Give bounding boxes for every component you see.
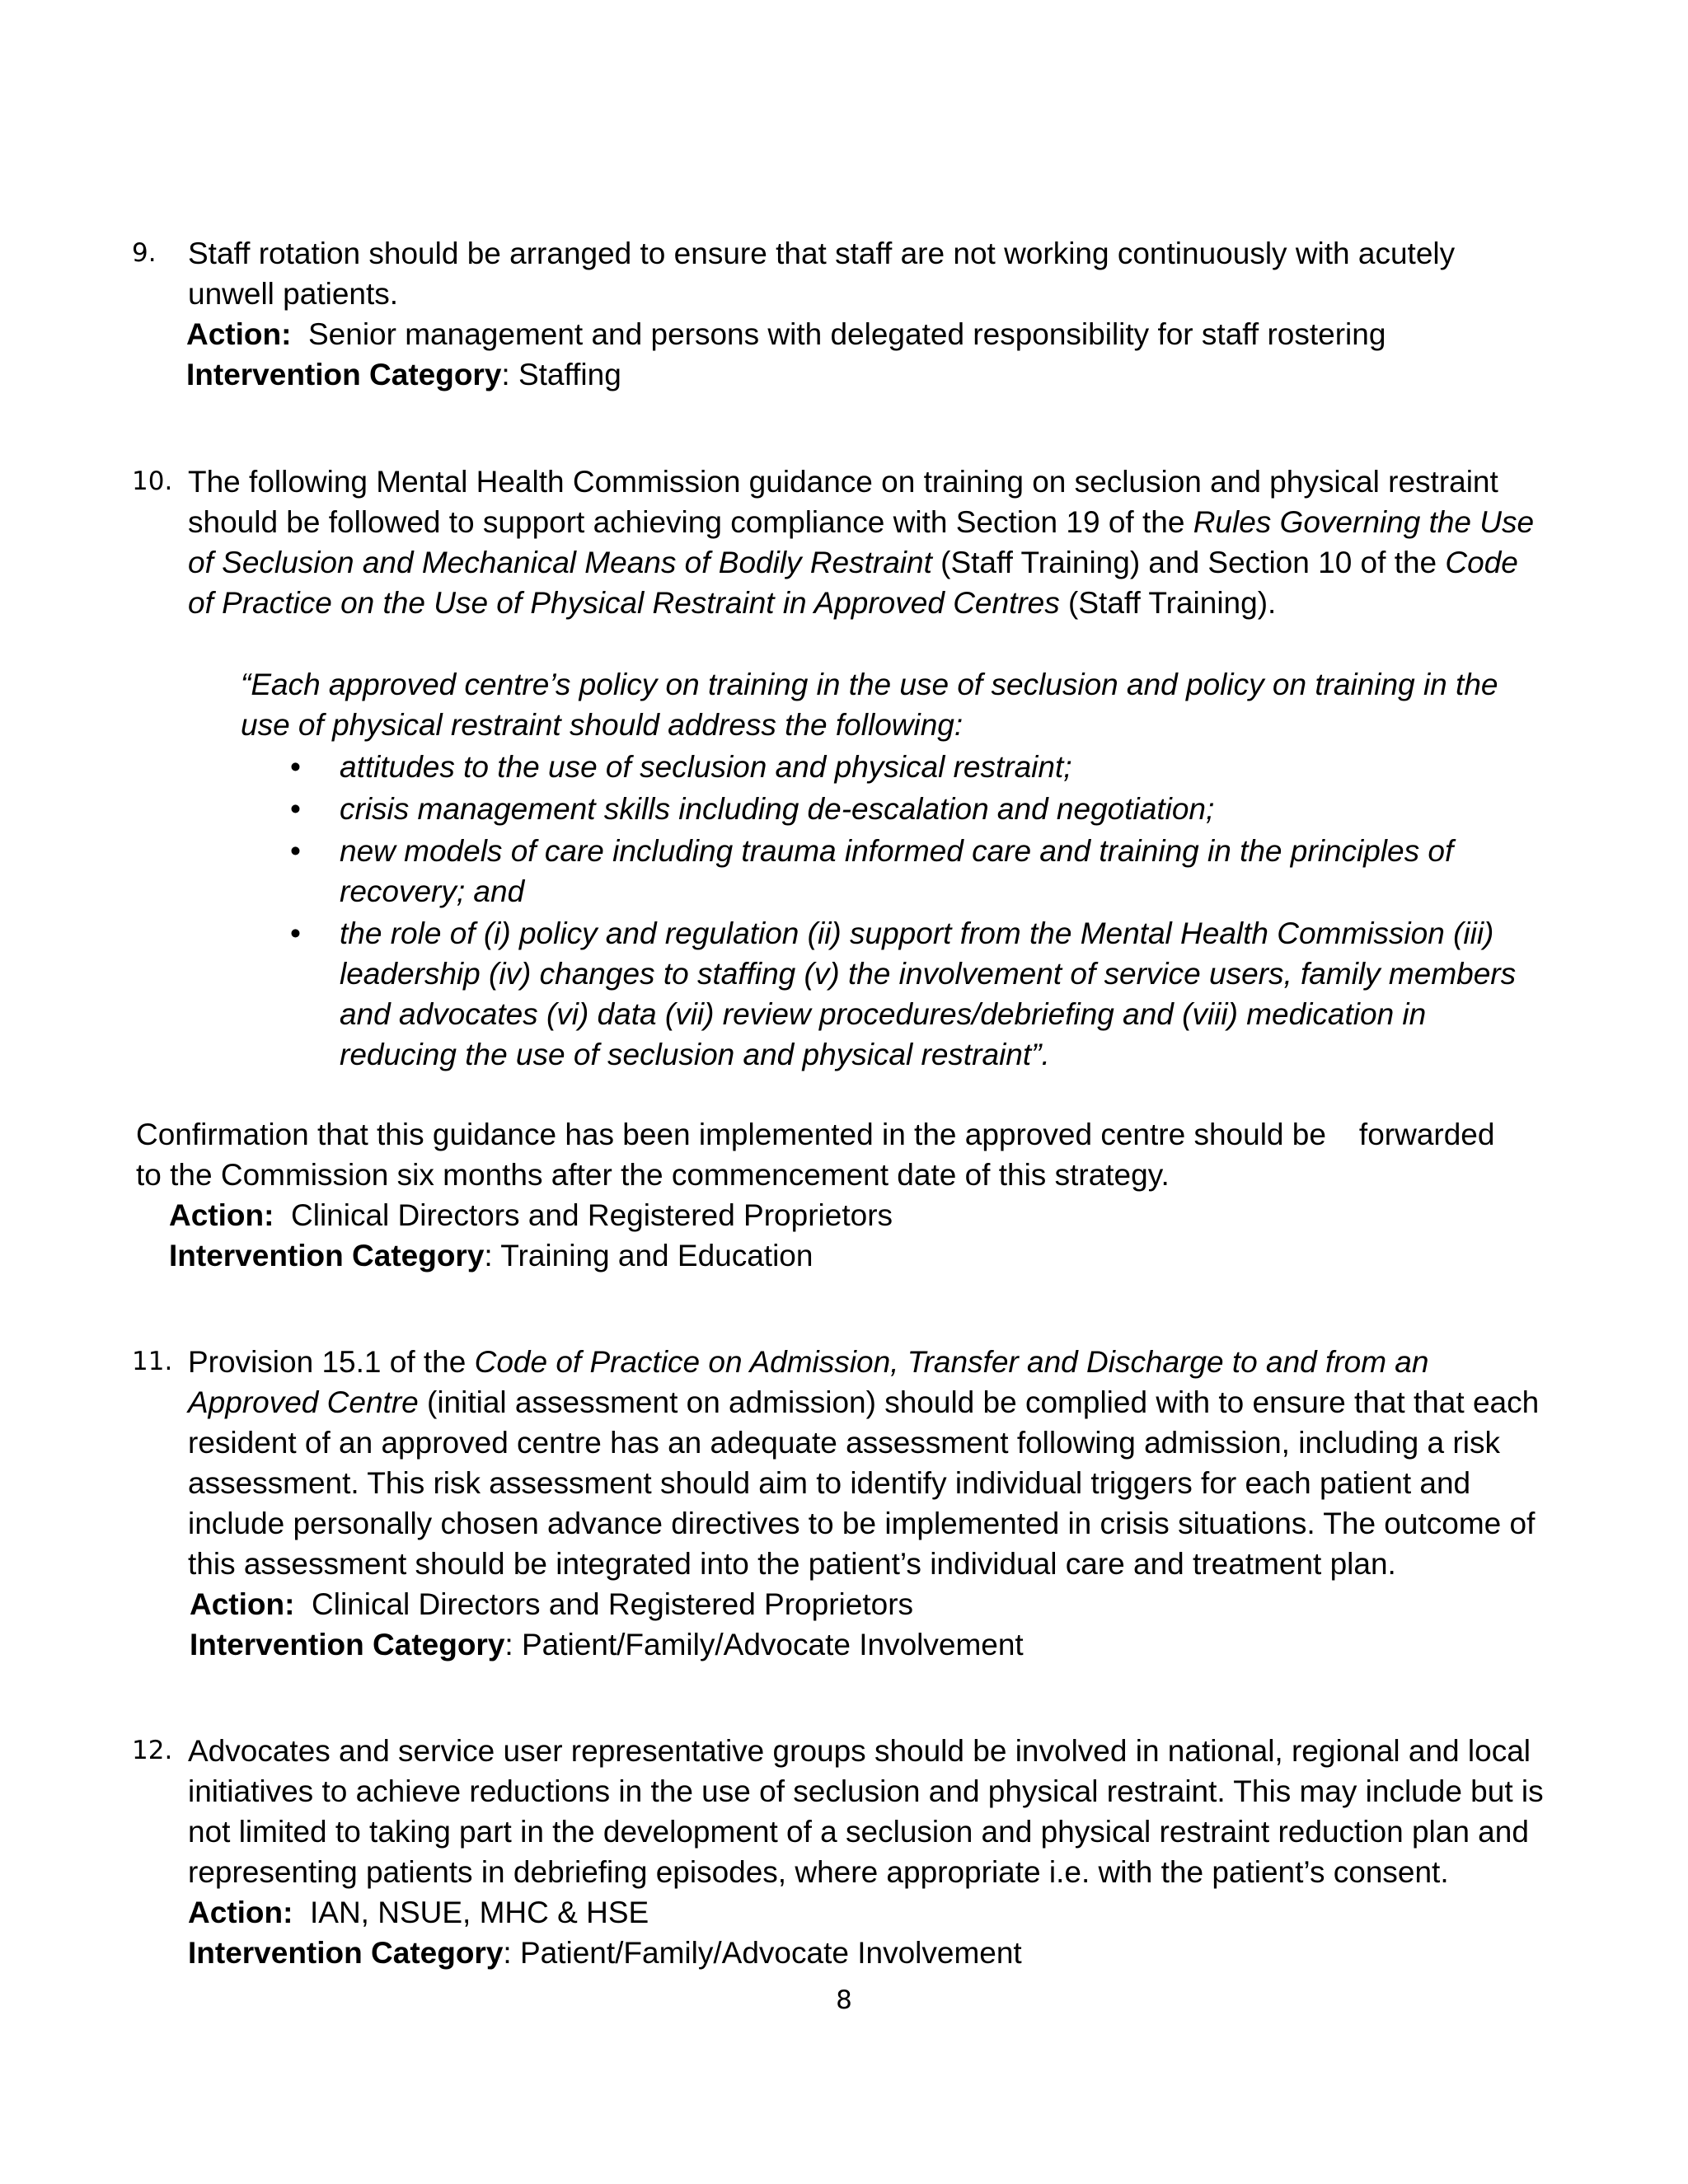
item-text-line: resident of an approved centre has an adequate assessment following admission, including a risk: [188, 1426, 1500, 1460]
bullet-text: new models of care including trauma informed care and training in the principles of: [340, 834, 1454, 868]
bullet-text: and advocates (vi) data (vii) review procedures/debriefing and (viii) medication in: [340, 997, 1427, 1031]
document-title-ref: Approved Centre: [188, 1385, 419, 1419]
text-run: forwarded: [1358, 1118, 1495, 1151]
text-run: (initial assessment on admission) should be complied with to ensure that that each: [418, 1385, 1540, 1419]
action-line: [186, 314, 1558, 354]
item-text-line: [188, 1382, 1558, 1422]
category-line: [186, 354, 1558, 395]
text-run: (Staff Training) and Section 10 of the: [931, 546, 1446, 579]
confirmation-paragraph: [136, 1114, 1562, 1276]
document-title-ref: Code: [1445, 546, 1518, 579]
text-run: (Staff Training).: [1059, 586, 1277, 620]
text-run: Provision 15.1 of the: [188, 1345, 475, 1379]
item-text-line: [188, 542, 1558, 583]
bullet-icon: •: [290, 834, 301, 868]
list-item: [241, 789, 1558, 829]
action-label: Action:: [188, 1896, 293, 1929]
action-label: Action:: [190, 1587, 295, 1621]
item-text-line: assessment. This risk assessment should aim to identify individual triggers for each patient and: [188, 1466, 1471, 1500]
bullet-icon: •: [290, 792, 301, 826]
bullet-text: leadership (iv) changes to staffing (v) the involvement of service users, family members: [340, 957, 1517, 991]
action-label: Action:: [169, 1198, 274, 1232]
category-label: Intervention Category: [190, 1628, 505, 1661]
text-run: should be followed to support achieving compliance with Section 19 of the: [188, 505, 1185, 539]
action-line: [190, 1584, 1558, 1624]
action-text: Clinical Directors and Registered Proprietors: [312, 1587, 914, 1621]
recommendation-10: [132, 462, 1558, 1076]
bullet-text: reducing the use of seclusion and physical restraint”.: [340, 1038, 1050, 1071]
list-item: [241, 747, 1558, 787]
item-text-line: include personally chosen advance directives to be implemented in crisis situations. The outcome of: [188, 1507, 1536, 1540]
item-text-line: Advocates and service user representative groups should be involved in national, regional and local: [188, 1734, 1531, 1768]
item-number: 9.: [132, 238, 157, 268]
recommendation-9: [132, 233, 1558, 395]
category-label: Intervention Category: [186, 358, 502, 391]
item-text-line: this assessment should be integrated into the patient’s individual care and treatment plan.: [188, 1547, 1396, 1581]
category-text: : Patient/Family/Advocate Involvement: [503, 1936, 1022, 1970]
action-line: [169, 1195, 1562, 1235]
page-number: 8: [836, 1985, 852, 2015]
item-number: 11.: [132, 1347, 173, 1376]
item-number: 12.: [132, 1736, 173, 1765]
bullet-text: attitudes to the use of seclusion and physical restraint;: [340, 750, 1072, 784]
action-text: IAN, NSUE, MHC & HSE: [310, 1896, 649, 1929]
item-text-line: [188, 1342, 1558, 1382]
recommendation-12: [132, 1731, 1558, 1973]
item-text-line: not limited to taking part in the development of a seclusion and physical restraint reduction plan and: [188, 1815, 1529, 1849]
list-item: [241, 913, 1558, 1075]
bullet-icon: •: [290, 750, 301, 784]
quote-line: use of physical restraint should address the following:: [241, 708, 964, 742]
item-text-line: Staff rotation should be arranged to ensure that staff are not working continuously with acutely: [188, 237, 1456, 270]
confirmation-line: [136, 1114, 1562, 1155]
action-text: Senior management and persons with delegated responsibility for staff rostering: [308, 317, 1386, 351]
document-title-ref: of Seclusion and Mechanical Means of Bodily Restraint: [188, 546, 932, 579]
confirmation-line: to the Commission six months after the commencement date of this strategy.: [136, 1158, 1170, 1192]
guidance-quote: [241, 664, 1558, 1075]
document-title-ref: of Practice on the Use of Physical Restraint in Approved Centres: [188, 586, 1060, 620]
category-text: : Patient/Family/Advocate Involvement: [504, 1628, 1024, 1661]
document-title-ref: Code of Practice on Admission, Transfer and Discharge to and from an: [474, 1345, 1429, 1379]
quote-bullet-list: [241, 747, 1558, 1075]
item-text-line: [188, 502, 1558, 542]
item-text-line: initiatives to achieve reductions in the use of seclusion and physical restraint. This may include but is: [188, 1774, 1544, 1808]
document-title-ref: Rules Governing the Use: [1193, 505, 1535, 539]
category-line: [188, 1933, 1558, 1973]
action-label: Action:: [186, 317, 292, 351]
item-number: 10.: [132, 466, 173, 496]
item-text-line: The following Mental Health Commission guidance on training on seclusion and physical restraint: [188, 465, 1498, 499]
action-text: Clinical Directors and Registered Proprietors: [291, 1198, 893, 1232]
recommendation-11: [132, 1342, 1558, 1665]
category-line: [190, 1624, 1558, 1665]
bullet-text: the role of (i) policy and regulation (ii) support from the Mental Health Commission (iii): [340, 916, 1494, 950]
category-label: Intervention Category: [169, 1239, 485, 1272]
category-text: : Staffing: [501, 358, 621, 391]
bullet-icon: •: [290, 916, 301, 950]
item-text-line: unwell patients.: [188, 277, 399, 311]
action-line: [188, 1892, 1558, 1933]
category-text: : Training and Education: [484, 1239, 814, 1272]
list-item: [241, 831, 1558, 912]
text-run: Confirmation that this guidance has been implemented in the approved centre should be: [136, 1118, 1326, 1151]
bullet-text: recovery; and: [340, 874, 525, 908]
item-text-line: [188, 583, 1558, 623]
quote-line: “Each approved centre’s policy on training in the use of seclusion and policy on training in the: [241, 668, 1498, 701]
category-line: [169, 1235, 1562, 1276]
bullet-text: crisis management skills including de-escalation and negotiation;: [340, 792, 1215, 826]
item-text-line: representing patients in debriefing episodes, where appropriate i.e. with the patient’s consent.: [188, 1855, 1449, 1889]
category-label: Intervention Category: [188, 1936, 504, 1970]
